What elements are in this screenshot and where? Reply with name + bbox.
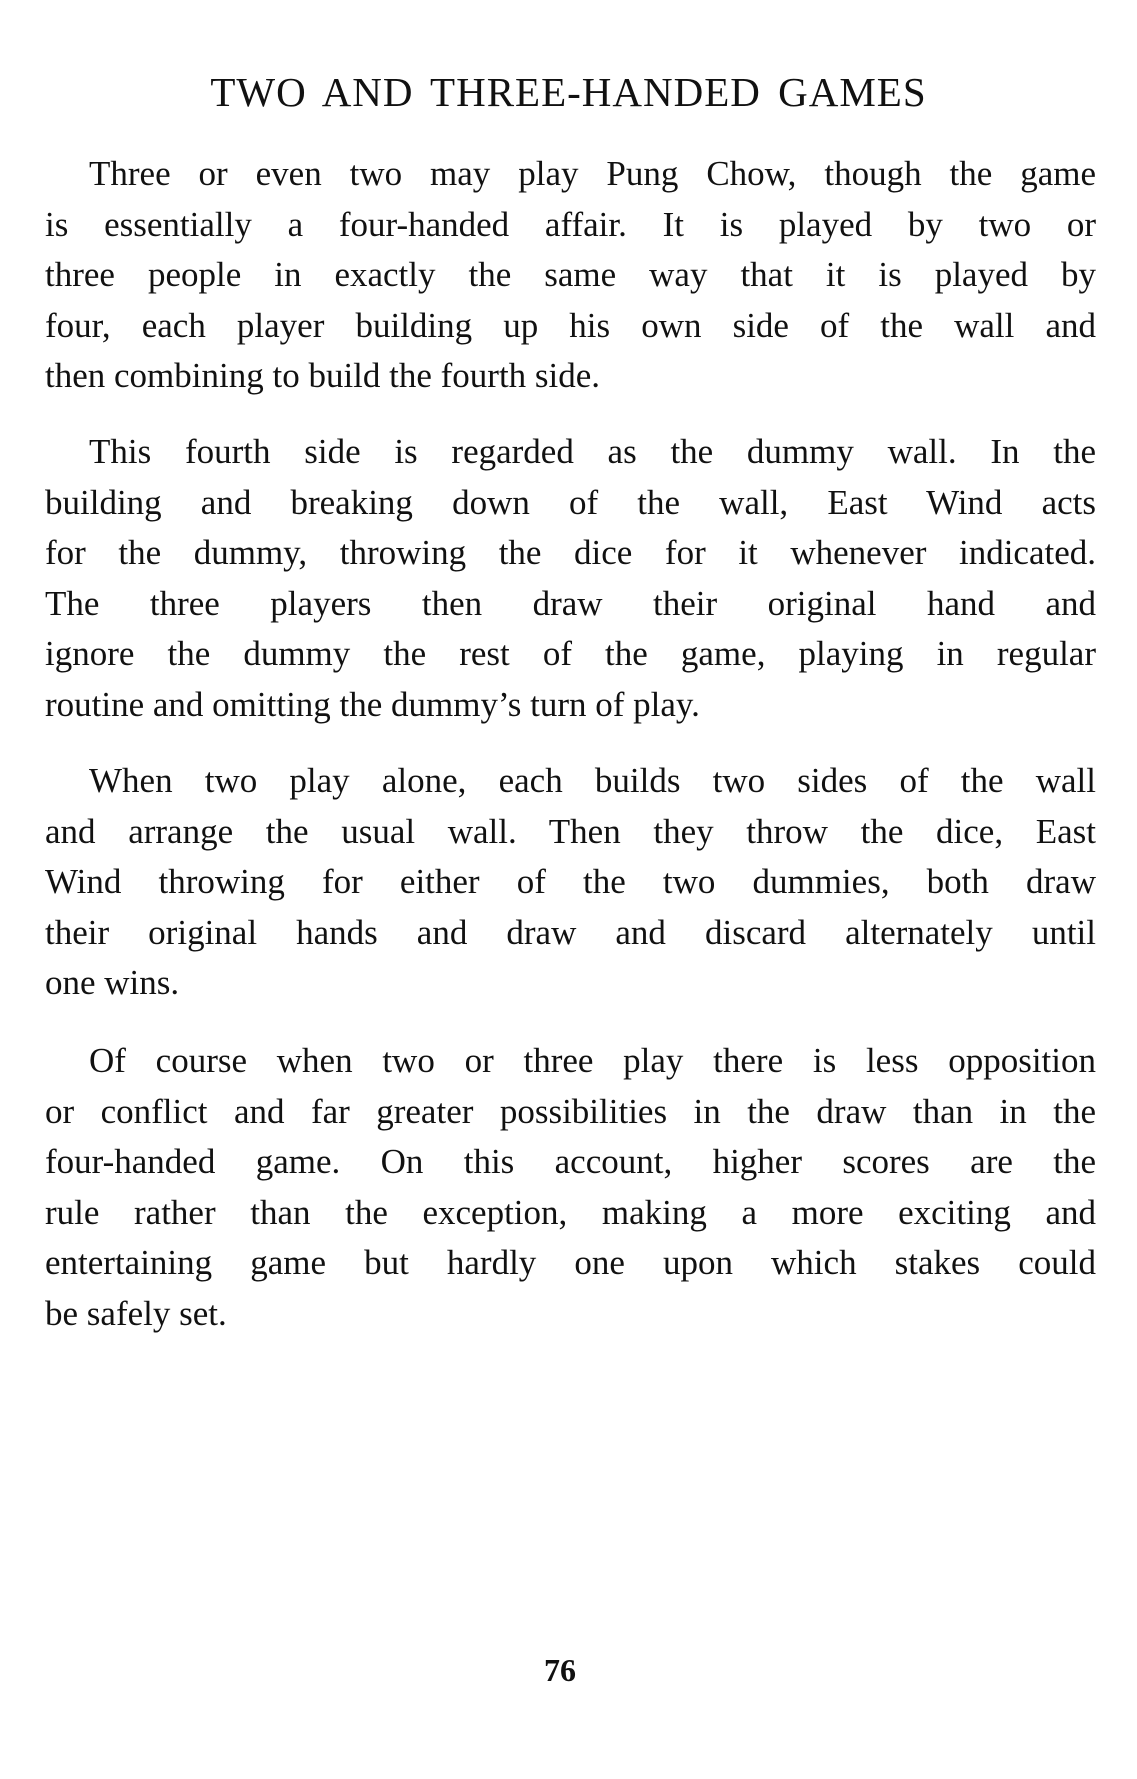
paragraph (45, 427, 1096, 731)
text-line: is essentially a four-handed affair. It is played by two or (45, 204, 1096, 244)
text-line: and arrange the usual wall. Then they throw the dice, East (45, 811, 1096, 851)
page-number: 76 (544, 1652, 576, 1688)
text-line: three people in exactly the same way that it is played by (45, 255, 1096, 295)
text-line: Of course when two or three play there is less opposition (89, 1041, 1096, 1080)
text-line: or conflict and far greater possibilities in the draw than in the (45, 1091, 1096, 1131)
text-line: entertaining game but hardly one upon which stakes could (45, 1243, 1096, 1283)
text-line: ignore the dummy the rest of the game, playing in regular (45, 634, 1096, 674)
paragraph (45, 149, 1096, 402)
text-line: four, each player building up his own side of the wall and (45, 305, 1096, 345)
text-line: for the dummy, throwing the dice for it whenever indicated. (45, 533, 1096, 573)
text-line: routine and omitting the dummy’s turn of play. (45, 684, 700, 724)
text-line: one wins. (45, 963, 180, 1003)
text-line: When two play alone, each builds two sides of the wall (89, 761, 1096, 800)
text-line: then combining to build the fourth side. (45, 356, 601, 396)
text-line: be safely set. (45, 1293, 227, 1333)
text-line: their original hands and draw and discard alternately until (45, 912, 1096, 952)
text-line: The three players then draw their original hand and (45, 583, 1096, 623)
text-line: rule rather than the exception, making a more exciting and (45, 1192, 1096, 1232)
text-line: This fourth side is regarded as the dummy wall. In the (89, 432, 1096, 471)
text-line: Wind throwing for either of the two dummies, both draw (45, 862, 1096, 902)
text-line: four-handed game. On this account, higher scores are the (45, 1142, 1096, 1182)
paragraph (45, 756, 1096, 1009)
paragraph (45, 1036, 1096, 1340)
page-title: TWO AND THREE-HANDED GAMES (210, 69, 927, 115)
text-line: building and breaking down of the wall, East Wind acts (45, 482, 1096, 522)
text-line: Three or even two may play Pung Chow, though the game (89, 154, 1096, 193)
